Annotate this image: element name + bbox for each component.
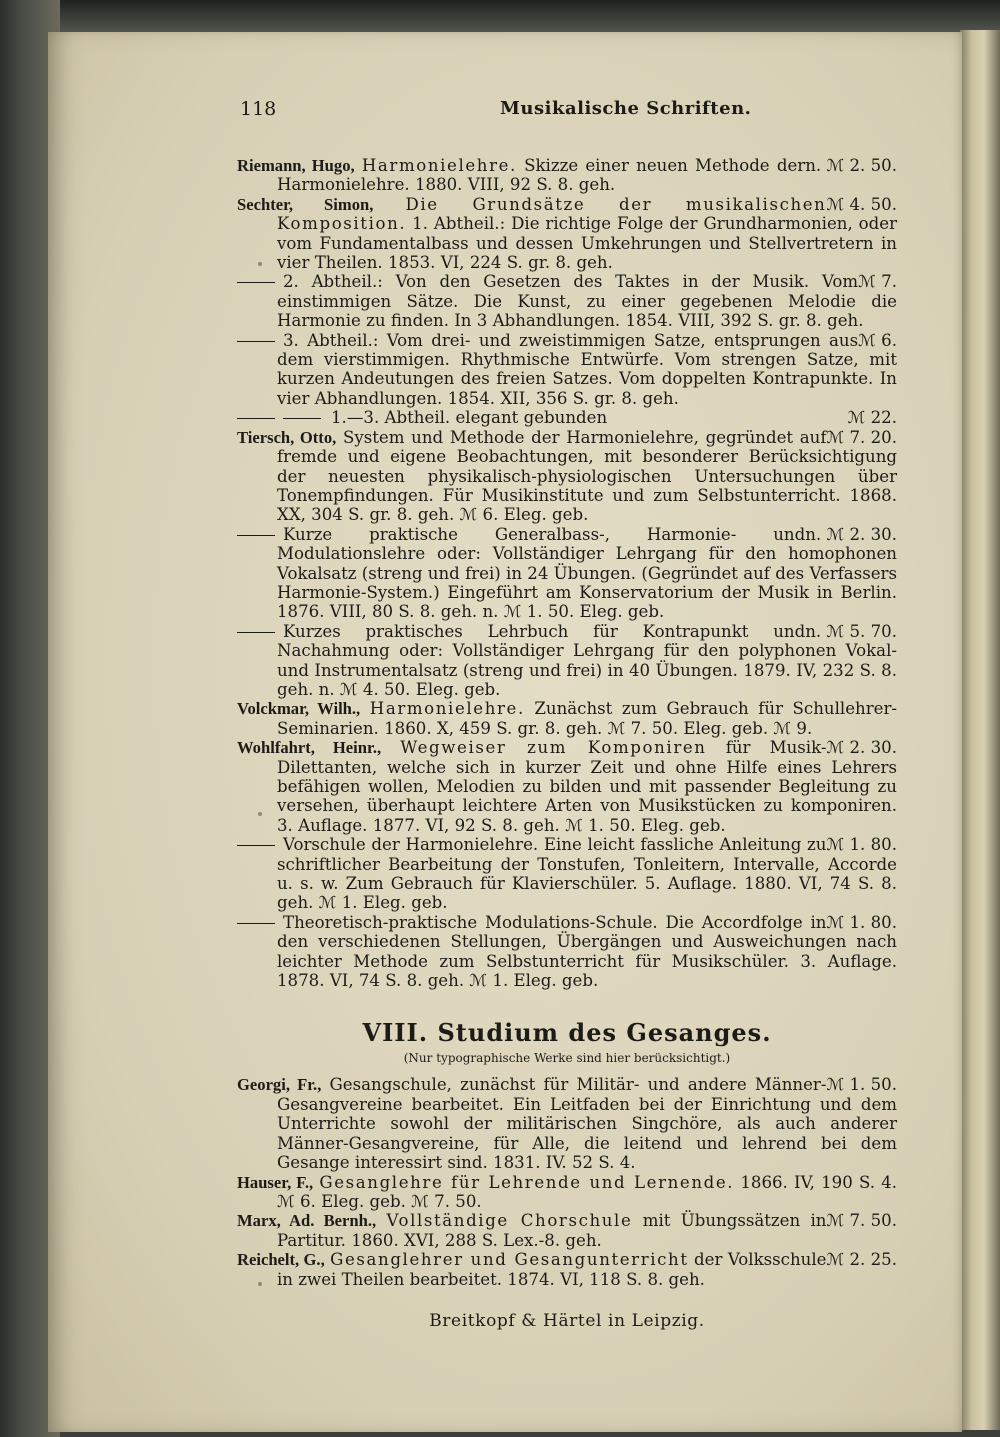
section-note: (Nur typographische Werke sind hier berücksichtigt.) — [403, 1051, 731, 1066]
ditto-dash — [237, 923, 275, 924]
entry-text: Zunächst zum Gebrauch für Schullehrer-Seminarien. 1860. X, 459 S. gr. 8. geh. ℳ 7. 50. Eleg. geb. ℳ 9. — [277, 699, 897, 738]
entry-title: Gesanglehrer und Gesangunterricht — [330, 1250, 689, 1270]
publisher-imprint: Breitkopf & Härtel in Leipzig. — [429, 1310, 705, 1331]
bibliography-entry — [237, 738, 897, 835]
ditto-dash — [237, 282, 275, 283]
entry-text: Vorschule der Harmonielehre. Eine leicht fassliche Anleitung zu schriftlicher Bearbeitung der Tonstufen, Tonleitern, Intervalle, Accorde u. s. w. Zum Gebrauch für Klavierschüler. 5. Auflage. 1880. VI, 74 S. 8. geh. ℳ 1. Eleg. geb. — [277, 835, 897, 913]
ditto-dash — [237, 341, 275, 342]
entry-text: System und Methode der Harmonielehre, gegründet auf fremde und eigene Beobachtungen, mit besonderer Berücksichtigung der neuesten physikalisch-physiologischen Untersuchungen über Tonempfindungen. Für Musikinstitute und zum Selbstunterricht. 1868. XX, 304 S. gr. 8. geh. ℳ 6. Eleg. geb. — [277, 427, 897, 525]
entry-author: Volckmar, Wilh., — [237, 699, 361, 719]
ditto-dash — [237, 632, 275, 633]
entry-price: ℳ 7. 20. — [826, 427, 897, 447]
entry-author: Hauser, F., — [237, 1172, 314, 1192]
entry-title: Wegweiser zum Komponiren — [400, 738, 707, 758]
entry-price: ℳ 2. 25. — [826, 1250, 897, 1270]
entry-title: Die Grundsätze der musikalischen Komposition. — [277, 194, 827, 234]
entry-text: Gesangschule, zunächst für Militär- und andere Männer-Gesangvereine bearbeitet. Ein Leitfaden bei der Einrichtung und dem Unterrichte sowohl der militärischen Singchöre, als auch anderer Männer-Gesangvereine, für Alle, die leitend und lehrend bei dem Gesange interessirt sind. 1831. IV. 52 S. 4. — [277, 1075, 897, 1173]
bibliography-entry — [237, 525, 897, 622]
entry-text: Theoretisch-praktische Modulations-Schule. Die Accordfolge in den verschiedenen Stellungen, Übergängen und Ausweichungen nach leichter Methode zum Selbstunterricht für Musikschüler. 3. Auflage. 1878. VI, 74 S. 8. geh. ℳ 1. Eleg. geb. — [277, 912, 897, 991]
entry-price: ℳ 7. 50. — [826, 1211, 897, 1231]
bibliography-entry — [237, 1211, 897, 1250]
entry-text: der Volksschule in zwei Theilen bearbeitet. 1874. VI, 118 S. 8. geh. — [277, 1250, 827, 1289]
entry-text: für Musik-Dilettanten, welche sich in kurzer Zeit und ohne Hilfe eines Lehrers befähigen wollen, Melodien zu bilden und mit passender Begleitung zu versehen, überhaupt leichtere Arten von Musikstücken zu komponiren. 3. Auflage. 1877. VI, 92 S. 8. geh. ℳ 1. 50. Eleg. geb. — [277, 738, 897, 835]
bibliography-entry — [237, 1173, 897, 1212]
bibliography-entry — [237, 331, 897, 409]
entry-text: 2. Abtheil.: Von den Gesetzen des Taktes in der Musik. Vom einstimmigen Sätze. Die Kunst, zu einer gegebenen Melodie die Harmonie zu finden. In 3 Abhandlungen. 1854. VIII, 392 S. gr. 8. geh. — [277, 272, 897, 331]
next-page-edge — [960, 30, 1000, 1430]
entry-price: ℳ 1. 80. — [826, 835, 897, 855]
bibliography-entry — [237, 1075, 897, 1172]
section-heading: VIII. Studium des Gesanges. — [362, 1018, 772, 1048]
entry-text: Kurze praktische Generalbass-, Harmonie- und Modulationslehre oder: Vollständiger Lehrgang für den homophonen Vokalsatz (streng und frei) in 24 Übungen. (Gegründet auf des Verfassers Harmonie-System.) Eingeführt am Konservatorium der Musik in Berlin. 1876. VIII, 80 S. 8. geh. n. ℳ 1. 50. Eleg. geb. — [277, 524, 897, 622]
bibliography-entry — [237, 428, 897, 525]
running-title: Musikalische Schriften. — [500, 98, 752, 119]
page-number: 118 — [240, 98, 277, 120]
entry-price: n. ℳ 5. 70. — [805, 621, 897, 641]
entry-price: n. ℳ 2. 50. — [805, 156, 897, 175]
running-head — [182, 90, 902, 130]
bibliography-entry — [237, 913, 897, 991]
entry-price: ℳ 22. — [847, 408, 897, 428]
entry-text: mit Übungssätzen in Partitur. 1860. XVI, 288 S. Lex.-8. geh. — [277, 1211, 827, 1250]
entry-author: Sechter, Simon, — [237, 194, 374, 214]
entry-title: Harmonielehre. — [369, 699, 525, 719]
entry-author: Georgi, Fr., — [237, 1075, 322, 1095]
entry-text: 1866. IV, 190 S. 4. ℳ 6. Eleg. geb. ℳ 7. 50. — [277, 1172, 898, 1211]
ditto-dash — [237, 845, 275, 846]
entry-price: n. ℳ 2. 30. — [805, 524, 897, 544]
entry-price: ℳ 1. 50. — [826, 1075, 897, 1095]
bibliography-entry — [237, 408, 897, 427]
entry-price: ℳ 1. 80. — [826, 912, 897, 932]
entry-title: Vollständige Chorschule — [386, 1211, 633, 1231]
entry-text: 1.—3. Abtheil. elegant gebunden — [331, 408, 608, 428]
bibliography-entry — [237, 1250, 897, 1289]
bibliography-entry — [237, 699, 897, 738]
entry-text: 3. Abtheil.: Vom drei- und zweistimmigen Satze, entsprungen aus dem vierstimmigen. Rhythmische Entwürfe. Vom strengen Satze, mit kurzen Andeutungen des freien Satzes. Vom doppelten Kontrapunkte. In vier Abhandlungen. 1854. XII, 356 S. gr. 8. geh. — [277, 330, 897, 408]
entry-text: 1. Abtheil.: Die richtige Folge der Grundharmonien, oder vom Fundamentalbass und dessen Umkehrungen und Stellvertretern in vier Theilen. 1853. VI, 224 S. gr. 8. geh. — [277, 214, 897, 273]
entry-author: Riemann, Hugo, — [237, 156, 355, 175]
bibliography-entry — [237, 835, 897, 913]
ditto-dash — [237, 535, 275, 536]
book-cover-top — [0, 0, 1000, 36]
entry-text: Kurzes praktisches Lehrbuch für Kontrapunkt und Nachahmung oder: Vollständiger Lehrgang für den polyphonen Vokal- und Instrumentalsatz (streng und frei) in 40 Übungen. 1879. IV, 232 S. 8. geh. n. ℳ 4. 50. Eleg. geb. — [277, 621, 897, 699]
bibliography-entry — [237, 195, 897, 273]
entry-author: Marx, Ad. Bernh., — [237, 1211, 377, 1231]
entry-author: Tiersch, Otto, — [237, 427, 337, 447]
bibliography-entry — [237, 272, 897, 330]
entry-price: ℳ 7. — [858, 272, 897, 292]
entry-list — [237, 156, 897, 1331]
entry-price: ℳ 6. — [858, 330, 897, 350]
entry-price: ℳ 2. 30. — [826, 738, 897, 758]
ditto-double-dash — [237, 418, 323, 420]
entry-text: Skizze einer neuen Methode der Harmonielehre. 1880. VIII, 92 S. 8. geh. — [277, 156, 806, 195]
entry-author: Reichelt, G., — [237, 1250, 325, 1270]
bibliography-entry — [237, 622, 897, 700]
entry-title: Harmonielehre. — [361, 156, 517, 175]
entry-title: Gesanglehre für Lehrende und Lernende. — [319, 1172, 735, 1192]
page-content — [182, 90, 912, 1330]
entry-price: ℳ 4. 50. — [826, 194, 897, 214]
bibliography-entry — [237, 156, 897, 195]
entry-author: Wohlfahrt, Heinr., — [237, 738, 382, 758]
